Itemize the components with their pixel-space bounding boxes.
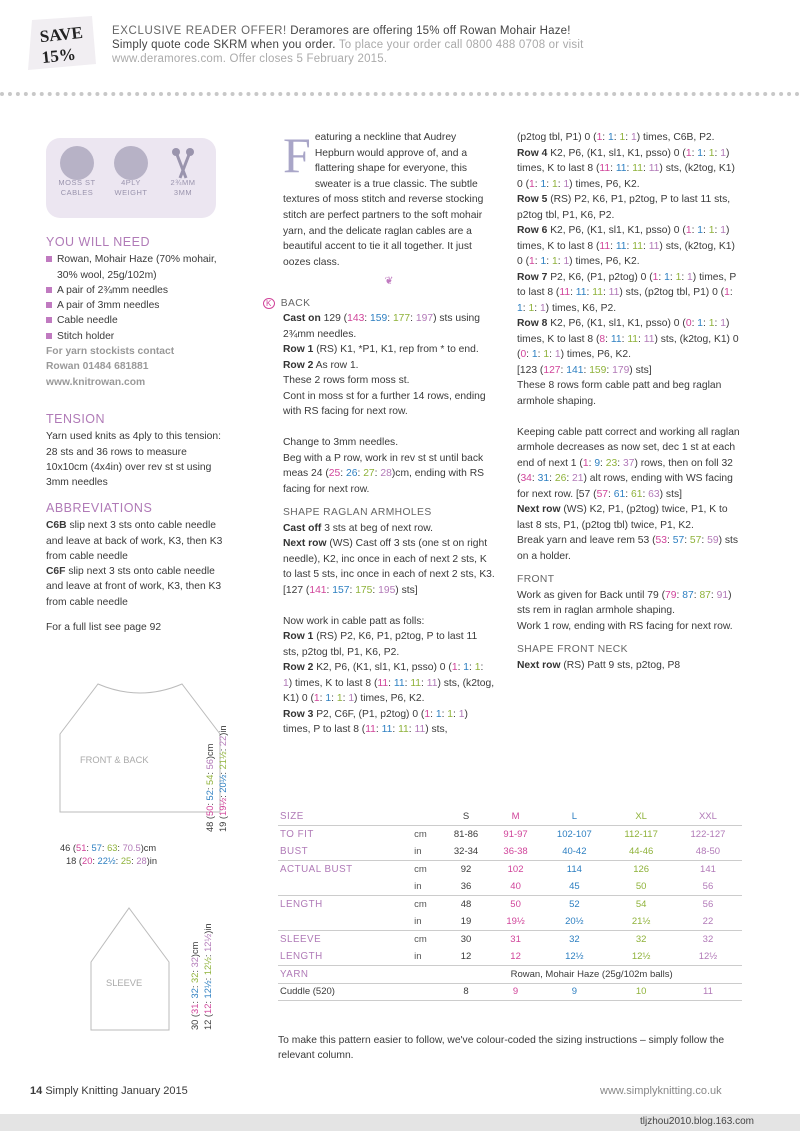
table-row — [278, 913, 742, 931]
badge-line1: SAVE — [38, 22, 84, 47]
th-xxl: XXL — [698, 811, 717, 822]
table-cell: 36-38 — [503, 846, 528, 857]
front-back-label: FRONT & BACK — [80, 755, 149, 765]
table-cell: 56 — [702, 899, 714, 910]
you-will-need — [46, 235, 226, 390]
sleeve-dimension-in: 12 (12: 12½: 12½: 12½)in — [203, 923, 213, 1030]
th-xl: XL — [635, 811, 647, 822]
raglan-heading: SHAPE RAGLAN ARMHOLES — [283, 507, 432, 519]
sleeve-diagram — [85, 902, 205, 1032]
offer-lead: EXCLUSIVE READER OFFER! — [112, 25, 287, 37]
cuddle-label: Cuddle (520) — [280, 986, 335, 998]
table-cell: 40 — [510, 881, 521, 892]
tension — [46, 412, 226, 490]
table-cell: 9 — [571, 986, 577, 998]
abbr-full: For a full list see page 92 — [46, 622, 162, 634]
row-label — [278, 913, 412, 931]
footer-left — [30, 1085, 188, 1097]
info-box — [46, 138, 216, 218]
back-text: Cast on 129 (143: 159: 177: 197) sts using 2¾mm needles. Row 1 (RS) K1, *P1, K1, rep from * to end. Row 2 As row 1. These 2 rows form moss st. Cont in moss st for a further 14 rows, ending with RS facing for next row. Change to 3mm needles. Beg with a P row, work in rev st st until back meas 24 (25: 26: 27: 28)cm, ending with RS facing for next row. — [283, 313, 486, 495]
badge-line2: 15% — [40, 44, 77, 68]
table-cell: 19½ — [506, 916, 525, 927]
table-row — [278, 896, 742, 914]
table-cell: 54 — [635, 899, 647, 910]
row-unit: cm — [414, 829, 427, 840]
save-badge — [22, 14, 102, 74]
info-3: 2¾MM 3MM — [170, 178, 196, 197]
yarn-row — [278, 966, 742, 984]
table-row — [278, 843, 742, 861]
length-dimension-in: 19 (19½: 20½: 21½: 22)in — [218, 725, 228, 832]
table-cell: 8 — [463, 986, 469, 998]
abbreviations — [46, 501, 226, 635]
table-cell: 102-107 — [556, 829, 592, 840]
table-cell: 102 — [507, 864, 524, 875]
table-cell: 30 — [460, 934, 472, 945]
divider — [0, 92, 800, 96]
table-cell: 114 — [566, 864, 582, 875]
table-cell: 10 — [635, 986, 647, 998]
table-cell: 22 — [702, 916, 714, 927]
pattern-col-2 — [266, 127, 495, 738]
cables-icon — [60, 146, 94, 180]
table-row — [278, 948, 742, 966]
row-unit: in — [414, 881, 422, 892]
table-row — [278, 826, 742, 844]
row-label: LENGTH — [280, 899, 323, 910]
yarn-label: YARN — [280, 968, 309, 980]
row-label: TO FIT — [280, 829, 314, 840]
row-unit: in — [414, 951, 422, 962]
cuddle-row — [278, 983, 742, 1001]
table-header — [278, 808, 742, 826]
abbr-title: ABBREVIATIONS — [46, 501, 153, 515]
width-dimension: 46 (51: 57: 63: 70.5)cm — [60, 843, 157, 853]
abbr-c6f: C6F — [46, 566, 66, 578]
front-heading: FRONT — [517, 574, 555, 585]
table-cell: 12½ — [698, 951, 718, 962]
table-cell: 12 — [510, 951, 521, 962]
footer-url[interactable]: www.simplyknitting.co.uk — [600, 1085, 722, 1097]
drop-cap: F — [283, 127, 311, 183]
table-cell: 48 — [460, 899, 472, 910]
need-title: YOU WILL NEED — [46, 235, 150, 249]
table-cell: 12½ — [565, 951, 584, 962]
info-2: 4PLY WEIGHT — [114, 178, 148, 197]
th-l: L — [571, 811, 577, 822]
table-cell: 12½ — [631, 951, 651, 962]
table-cell: 31 — [510, 934, 521, 945]
table-cell: 45 — [569, 881, 580, 892]
length-dimension: 48 (50: 52: 54: 56)cm — [205, 743, 215, 832]
table-cell: 32 — [702, 934, 714, 945]
info-1: MOSS ST CABLES — [58, 178, 96, 197]
table-cell: 52 — [569, 899, 580, 910]
credit-text: tljzhou2010.blog.163.com — [640, 1116, 754, 1127]
table-cell: 36 — [460, 881, 472, 892]
table-cell: 141 — [700, 864, 716, 875]
row-label: SLEEVE — [280, 934, 322, 945]
table-cell: 11 — [703, 986, 713, 998]
table-cell: 92 — [460, 864, 472, 875]
stockist-phone: Rowan 01484 681881 — [46, 361, 149, 373]
intro — [283, 127, 495, 270]
ornament-icon: ❦ — [384, 276, 394, 288]
need-item: Cable needle — [46, 313, 226, 328]
table-cell: 32 — [569, 934, 580, 945]
front-text: Work as given for Back until 79 (79: 87: 87: 91) sts rem in raglan armhole shaping. Work 1 row, ending with RS facing for next row. — [517, 589, 733, 632]
th-m: M — [511, 811, 520, 822]
need-item: Rowan, Mohair Haze (70% mohair, 30% wool, 25g/102m) — [46, 252, 226, 283]
table-cell: 50 — [635, 881, 647, 892]
row-unit: in — [414, 916, 422, 927]
sleeve-dimension: 30 (31: 32: 32: 32)cm — [190, 941, 200, 1030]
frontneck-heading: SHAPE FRONT NECK — [517, 644, 628, 655]
stockist-link[interactable]: www.knitrowan.com — [46, 376, 146, 388]
table-row — [278, 931, 742, 949]
page-number: 14 — [30, 1085, 43, 1097]
offer-tail: To place your order call 0800 488 0708 or visit www.deramores.com. Offer closes 5 February 2015. — [112, 39, 584, 65]
table-cell: 40-42 — [562, 846, 587, 857]
table-row — [278, 878, 742, 896]
th-size: SIZE — [280, 811, 304, 822]
yarn-ball-icon — [114, 146, 148, 180]
row-unit: cm — [414, 934, 427, 945]
table-cell: 21½ — [631, 916, 651, 927]
k-icon: K — [263, 298, 275, 309]
row-label — [278, 878, 412, 896]
need-item: Stitch holder — [46, 329, 226, 344]
th-s: S — [462, 811, 470, 822]
table-cell: 32-34 — [453, 846, 479, 857]
abbr-c6f-text: slip next 3 sts onto cable needle and leave at front of work, K3, then K3 from cable needle — [46, 566, 222, 608]
table-cell: 32 — [635, 934, 647, 945]
row-label: BUST — [280, 846, 309, 857]
width-dimension-in: 18 (20: 22½: 25: 28)in — [66, 856, 158, 866]
rows-text: (p2tog tbl, P1) 0 (1: 1: 1: 1) times, C6B, P2. Row 4 K2, P6, (K1, sl1, K1, psso) 0 (1: 1: 1: 1) times, K to last 8 (11: 11: 11: 11) sts, (k2tog, K1) 0 (1: 1: 1: 1) times, P6, K2. Row 5 (RS) P2, K6, P1, p2tog, P to last 11 sts, p2tog tbl, P1, K6, P2. Row 6 K2, P6, (K1, sl1, K1, psso) 0 (1: 1: 1: 1) times, K to last 8 (11: 11: 11: 11) sts, (k2tog, K1) 0 (1: 1: 1: 1) times, P6, K2. Row 7 P2, K6, (P1, p2tog) 0 (1: 1: 1: 1) times, P to last 8 (11: 11: 11: 11) sts, (p2tog tbl, P1) 0 (1: 1: 1: 1) times, K6, P2. Row 8 K2, P6, (K1, sl1, K1, psso) 0 (0: 1: 1: 1) times, K to last 8 (8: 11: 11: 11) sts, (k2tog, K1) 0 (0: 1: 1: 1) times, P6, K2. [123 (127: 141: 159: 179) sts] These 8 rows form cable patt and beg raglan armhole shaping. Keeping cable patt correct and working all raglan armhole decreases as now set, dec 1 st at each end of next 1 (1: 9: 23: 37) rows, then on foll 32 (34: 31: 26: 21) alt rows, ending with WS facing for next row. [57 (57: 61: 61: 63) sts] Next row (WS) K2, P1, (p2tog) twice, P1, K to last 8 sts, P1, (p2tog tbl) twice, P1, K2. Break yarn and leave rem 53 (53: 57: 57: 59) sts on a holder. — [517, 132, 740, 562]
raglan-text: Cast off 3 sts at beg of next row. Next row (WS) Cast off 3 sts (one st on right needle), K2, inc once in each of next 2 sts, K to last 5 sts, inc once in each of next 2 sts, K3. [127 (141: 157: 175: 195) sts] Now work in cable patt as folls: Row 1 (RS) P2, K6, P1, p2tog, P to last 11 sts, p2tog tbl, P1, K6, P2. Row 2 K2, P6, (K1, sl1, K1, psso) 0 (1: 1: 1: 1) times, K to last 8 (11: 11: 11: 11) sts, (k2tog, K1) 0 (1: 1: 1: 1) times, P6, K2. Row 3 P2, C6F, (P1, p2tog) 0 (1: 1: 1: 1) times, P to last 8 (11: 11: 11: 11) sts, — [283, 522, 495, 736]
row-unit: in — [414, 846, 422, 857]
color-note: To make this pattern easier to follow, we've colour-coded the sizing instructions – simply follow the relevant column. — [278, 1035, 725, 1061]
needles-icon — [166, 146, 200, 180]
sleeve-label: SLEEVE — [106, 978, 143, 988]
table-cell: 19 — [460, 916, 472, 927]
table-cell: 12 — [460, 951, 472, 962]
row-unit: cm — [414, 864, 427, 875]
abbr-c6b: C6B — [46, 520, 67, 532]
size-table — [278, 808, 742, 1001]
mag-name: Simply Knitting January 2015 — [45, 1085, 188, 1097]
tension-text: Yarn used knits as 4ply to this tension: 28 sts and 36 rows to measure 10x10cm (4x4in) over rev st st using 3mm needles — [46, 431, 221, 489]
table-cell: 122-127 — [690, 829, 726, 840]
row-unit: cm — [414, 899, 427, 910]
row-label: LENGTH — [280, 951, 323, 962]
row-label: ACTUAL BUST — [280, 864, 353, 875]
offer-body: Deramores are offering 15% off Rowan Mohair Haze! Simply quote code SKRM when you order. — [112, 25, 571, 51]
table-cell: 44-46 — [628, 846, 654, 857]
table-row — [278, 861, 742, 879]
table-cell: 20½ — [565, 916, 584, 927]
table-cell: 81-86 — [453, 829, 479, 840]
yarn-value: Rowan, Mohair Haze (25g/102m balls) — [510, 968, 673, 980]
pattern-col-3 — [517, 130, 742, 673]
table-cell: 112-117 — [624, 829, 658, 840]
table-cell: 126 — [633, 864, 650, 875]
abbr-c6b-text: slip next 3 sts onto cable needle and leave at back of work, K3, then K3 from cable needle — [46, 520, 223, 562]
table-cell: 48-50 — [695, 846, 721, 857]
frontneck-text: Next row (RS) Patt 9 sts, p2tog, P8 — [517, 659, 681, 671]
stockist-label: For yarn stockists contact — [46, 346, 175, 358]
table-cell: 91-97 — [503, 829, 528, 840]
back-heading: K BACK — [283, 296, 495, 312]
intro-text: eaturing a neckline that Audrey Hepburn would approve of, and a flattering shape for everyone, this sweater is a true classic. The subtle textures of moss stitch and reverse stocking stitch are perfect partners to the soft mohair yarn, and the delicate raglan cables are a beautiful accent to tie it all together. It just oozes class. — [283, 132, 484, 268]
table-cell: 56 — [702, 881, 714, 892]
need-item: A pair of 2¾mm needles — [46, 283, 226, 298]
table-cell: 9 — [512, 986, 519, 998]
table-cell: 50 — [510, 899, 521, 910]
offer-text — [112, 24, 592, 66]
need-item: A pair of 3mm needles — [46, 298, 226, 313]
tension-title: TENSION — [46, 412, 106, 426]
